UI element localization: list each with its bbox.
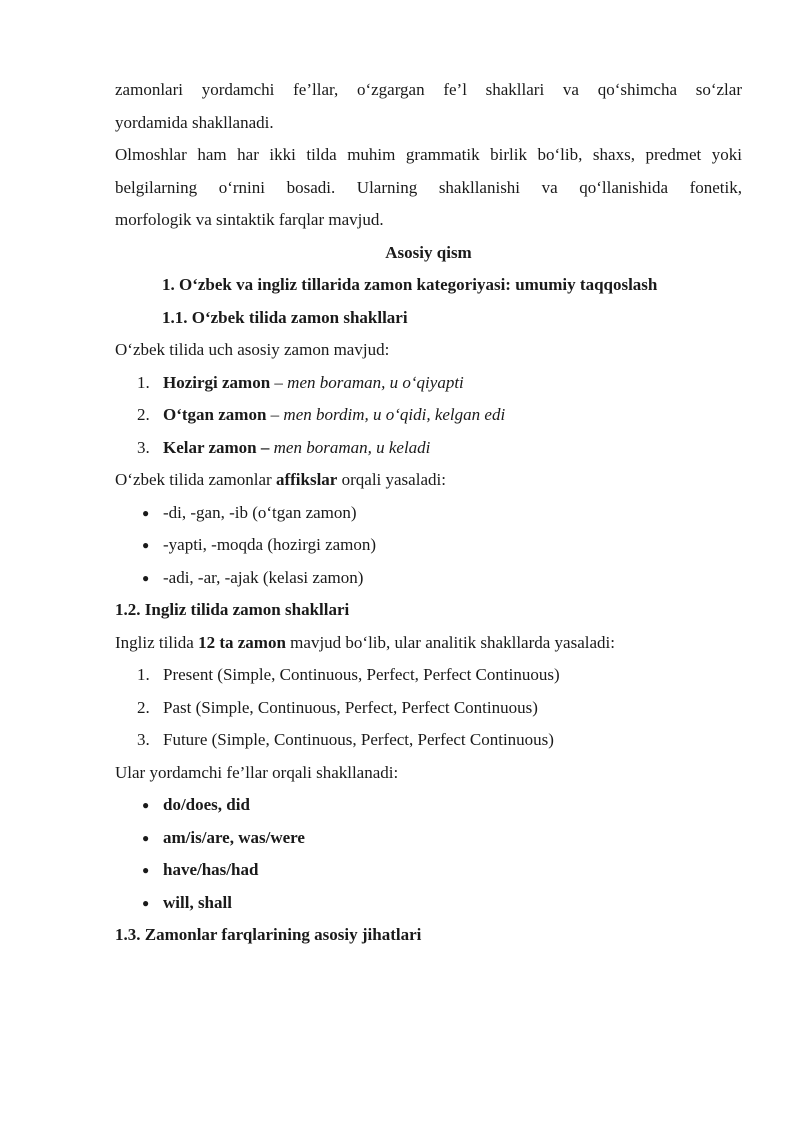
list-item xyxy=(115,789,742,822)
paragraph-line: morfologik va sintaktik farqlar mavjud. xyxy=(115,210,384,229)
bullet-icon: ● xyxy=(142,538,150,552)
affix-text: -di, -gan, -ib (o‘tgan zamon) xyxy=(163,502,357,522)
paragraph-line: belgilarning o‘rnini bosadi. Ularning shakllanishi va qo‘llanishida fonetik, xyxy=(115,177,742,197)
list-item xyxy=(115,562,742,595)
tense-dash: – xyxy=(266,405,284,424)
aux-text: have/has/had xyxy=(163,860,259,879)
tense-term: Kelar zamon – xyxy=(163,437,270,457)
list-item xyxy=(115,367,742,400)
bullet-icon: ● xyxy=(142,798,150,812)
list-item xyxy=(115,692,742,725)
affix-intro xyxy=(115,464,742,497)
affix-intro-post: orqali yasaladi: xyxy=(337,470,446,489)
aux-text: do/does, did xyxy=(163,795,250,814)
tense-examples: men bordim, u o‘qidi, kelgan edi xyxy=(283,405,506,424)
aux-text: am/is/are, was/were xyxy=(163,827,305,847)
intro-bold: 12 ta zamon xyxy=(198,632,286,652)
section-1-1-heading: 1.1. O‘zbek tilida zamon shakllari xyxy=(162,307,408,327)
paragraph-line: Olmoshlar ham har ikki tilda muhim grammatik birlik bo‘lib, shaxs, predmet yoki xyxy=(115,145,742,164)
list-item xyxy=(115,497,742,530)
section-1-2-heading: 1.2. Ingliz tilida zamon shakllari xyxy=(115,600,350,619)
affix-text: -adi, -ar, -ajak (kelasi zamon) xyxy=(163,567,364,587)
list-number: 1. xyxy=(137,665,150,684)
main-heading: Asosiy qism xyxy=(385,242,472,262)
paragraph-line: yordamida shakllanadi. xyxy=(115,112,274,132)
bullet-icon: ● xyxy=(142,505,150,520)
list-item xyxy=(115,887,742,920)
tense-dash: – xyxy=(270,372,288,392)
affix-term: affikslar xyxy=(275,470,338,489)
list-item xyxy=(115,822,742,855)
section-1-1-intro: O‘zbek tilida uch asosiy zamon mavjud: xyxy=(115,340,390,359)
bullet-icon: ● xyxy=(142,830,150,845)
tense-examples: men boraman, u o‘qiyapti xyxy=(287,372,464,392)
list-number: 3. xyxy=(137,730,150,749)
tense-text: Past (Simple, Continuous, Perfect, Perfect Continuous) xyxy=(163,697,538,717)
bullet-icon: ● xyxy=(142,570,150,585)
list-number: 2. xyxy=(137,697,150,717)
section-1-heading: 1. O‘zbek va ingliz tillarida zamon kategoriyasi: umumiy taqqoslash xyxy=(162,275,658,294)
tense-term: Hozirgi zamon xyxy=(163,372,271,392)
section-1-2-intro xyxy=(115,627,742,660)
tense-text: Present (Simple, Continuous, Perfect, Perfect Continuous) xyxy=(163,665,560,684)
list-item xyxy=(115,659,742,692)
list-number: 1. xyxy=(137,372,150,392)
list-item xyxy=(115,854,742,887)
list-item xyxy=(115,432,742,465)
aux-intro: Ular yordamchi fe’llar orqali shakllanadi: xyxy=(115,762,399,782)
list-item xyxy=(115,529,742,562)
section-1-3-heading: 1.3. Zamonlar farqlarining asosiy jihatlari xyxy=(115,925,422,944)
tense-text: Future (Simple, Continuous, Perfect, Perfect Continuous) xyxy=(163,730,554,749)
list-number: 3. xyxy=(137,437,150,457)
affix-text: -yapti, -moqda (hozirgi zamon) xyxy=(163,535,377,554)
intro-post: mavjud bo‘lib, ular analitik shakllarda yasaladi: xyxy=(285,632,615,652)
list-item xyxy=(115,724,742,757)
tense-examples: men boraman, u keladi xyxy=(273,437,431,457)
list-item xyxy=(115,399,742,432)
bullet-icon: ● xyxy=(142,863,150,877)
bullet-icon: ● xyxy=(142,895,150,910)
paragraph-line: zamonlari yordamchi fe’llar, o‘zgargan fe’l shakllari va qo‘shimcha so‘zlar xyxy=(115,80,742,99)
affix-intro-pre: O‘zbek tilida zamonlar xyxy=(115,470,276,489)
intro-pre: Ingliz tilida xyxy=(115,632,199,652)
aux-text: will, shall xyxy=(163,892,232,912)
list-number: 2. xyxy=(137,405,150,424)
tense-term: O‘tgan zamon xyxy=(163,405,267,424)
